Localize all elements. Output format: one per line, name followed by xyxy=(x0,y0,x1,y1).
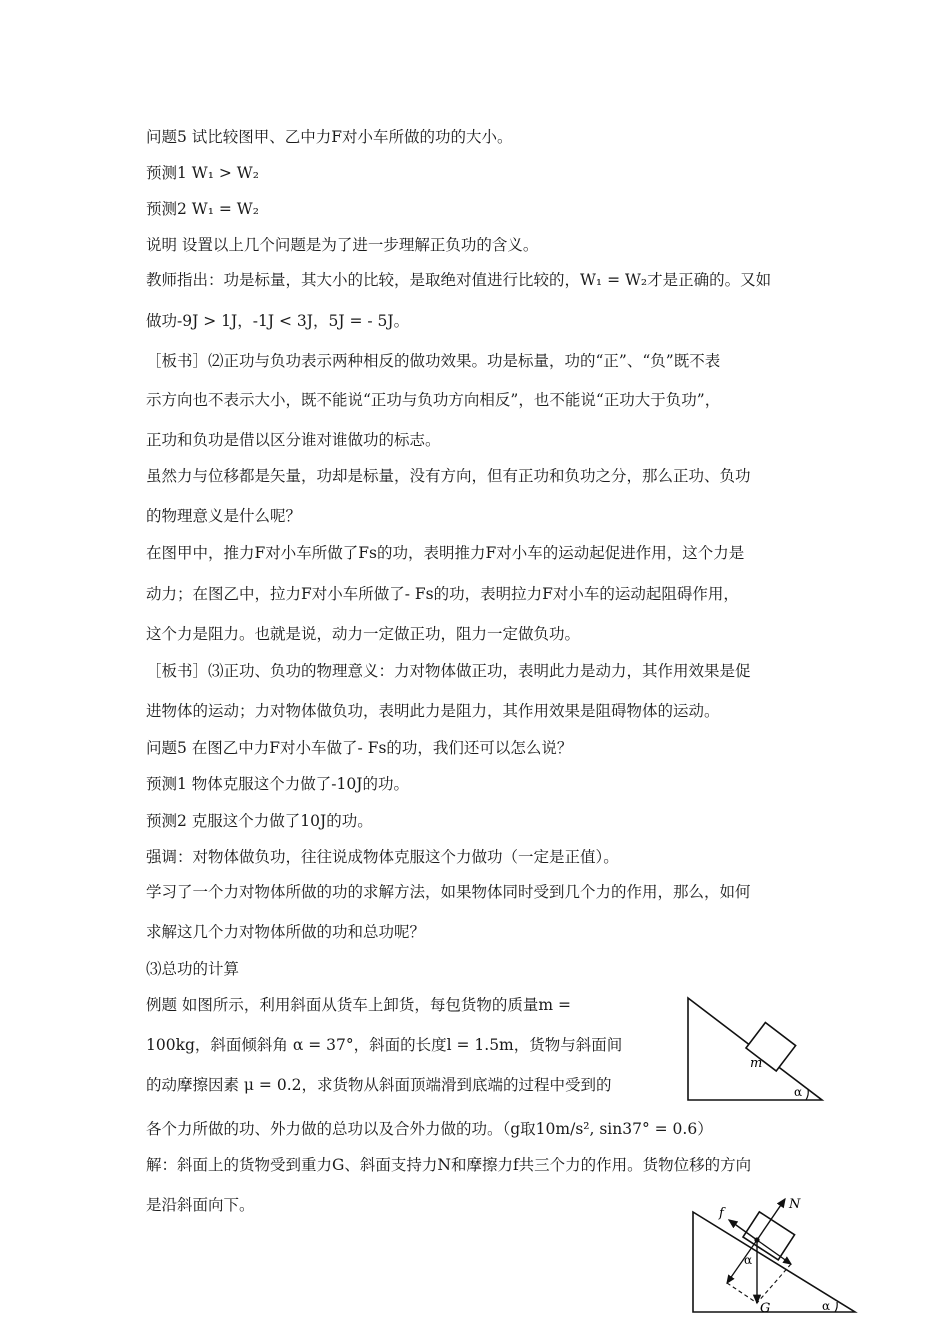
text-line: 求解这几个力对物体所做的功和总功呢？ xyxy=(146,923,426,941)
incline-figure xyxy=(680,990,830,1108)
text-line: 例题 如图所示，利用斜面从货车上卸货，每包货物的质量m = xyxy=(146,996,572,1014)
angle-arc xyxy=(835,1302,837,1312)
text-line: 动力；在图乙中，拉力F对小车所做了- Fs的功，表明拉力F对小车的运动起阻碍作用， xyxy=(146,585,739,603)
text-line: 是沿斜面向下。 xyxy=(146,1196,255,1214)
base-angle-label: α xyxy=(822,1299,831,1313)
gravity-force-label: G xyxy=(760,1301,771,1316)
text-line: 在图甲中，推力F对小车所做了Fs的功，表明推力F对小车的运动起促进作用，这个力是 xyxy=(146,544,745,562)
text-line: 预测1 物体克服这个力做了-10J的功。 xyxy=(146,775,409,793)
text-line: 做功-9J > 1J，-1J < 3J，5J = - 5J。 xyxy=(146,312,410,330)
text-line: ［板书］⑵正功与负功表示两种相反的做功效果。功是标量，功的“正”、“负”既不表 xyxy=(146,352,721,370)
text-line: ［板书］⑶正功、负功的物理意义：力对物体做正功，表明此力是动力，其作用效果是促 xyxy=(146,662,751,680)
text-line: 100kg，斜面倾斜角 α = 37°，斜面的长度l = 1.5m，货物与斜面间 xyxy=(146,1036,623,1054)
text-line: 说明 设置以上几个问题是为了进一步理解正负功的含义。 xyxy=(146,236,539,254)
text-line: 这个力是阻力。也就是说，动力一定做正功，阻力一定做负功。 xyxy=(146,625,581,643)
angle-label: α xyxy=(794,1085,803,1099)
text-line: 问题5 在图乙中力F对小车做了- Fs的功，我们还可以怎么说？ xyxy=(146,739,573,757)
section-heading: ⑶总功的计算 xyxy=(146,960,240,978)
angle-arc xyxy=(806,1089,808,1100)
normal-force-label: N xyxy=(789,1197,801,1212)
text-line: 学习了一个力对物体所做的功的求解方法，如果物体同时受到几个力的作用，那么，如何 xyxy=(146,883,751,901)
inner-angle-label: α xyxy=(744,1253,753,1267)
dashed-projection-line xyxy=(757,1264,791,1303)
force-diagram xyxy=(685,1190,860,1318)
text-line: 问题5 试比较图甲、乙中力F对小车所做的功的大小。 xyxy=(146,128,513,146)
dashed-projection-line xyxy=(727,1283,757,1303)
friction-force-label: f xyxy=(719,1206,724,1221)
text-line: 虽然力与位移都是矢量，功却是标量，没有方向，但有正功和负功之分，那么正功、负功 xyxy=(146,467,751,485)
text-line: 解：斜面上的货物受到重力G、斜面支持力N和摩擦力f共三个力的作用。货物位移的方向 xyxy=(146,1156,752,1174)
text-line: 强调：对物体做负功，往往说成物体克服这个力做功（一定是正值）。 xyxy=(146,848,619,866)
text-line: 的物理意义是什么呢？ xyxy=(146,507,302,525)
text-line: 各个力所做的功、外力做的总功以及合外力做的功。（g取10m/s², sin37° = 0.6） xyxy=(146,1120,713,1138)
text-line: 正功和负功是借以区分谁对谁做功的标志。 xyxy=(146,431,441,449)
gravity-component-normal xyxy=(727,1240,757,1283)
text-line: 进物体的运动；力对物体做负功，表明此力是阻力，其作用效果是阻碍物体的运动。 xyxy=(146,702,720,720)
text-line: 预测2 克服这个力做了10J的功。 xyxy=(146,812,373,830)
text-line: 示方向也不表示大小，既不能说“正功与负功方向相反”，也不能说“正功大于负功”， xyxy=(146,391,721,409)
text-line: 预测2 W₁ = W₂ xyxy=(146,200,259,218)
mass-label: m xyxy=(750,1056,763,1071)
text-line: 预测1 W₁ > W₂ xyxy=(146,164,259,182)
text-line: 教师指出：功是标量，其大小的比较，是取绝对值进行比较的，W₁ = W₂才是正确的。又如 xyxy=(146,271,772,289)
text-line: 的动摩擦因素 μ = 0.2，求货物从斜面顶端滑到底端的过程中受到的 xyxy=(146,1076,612,1094)
